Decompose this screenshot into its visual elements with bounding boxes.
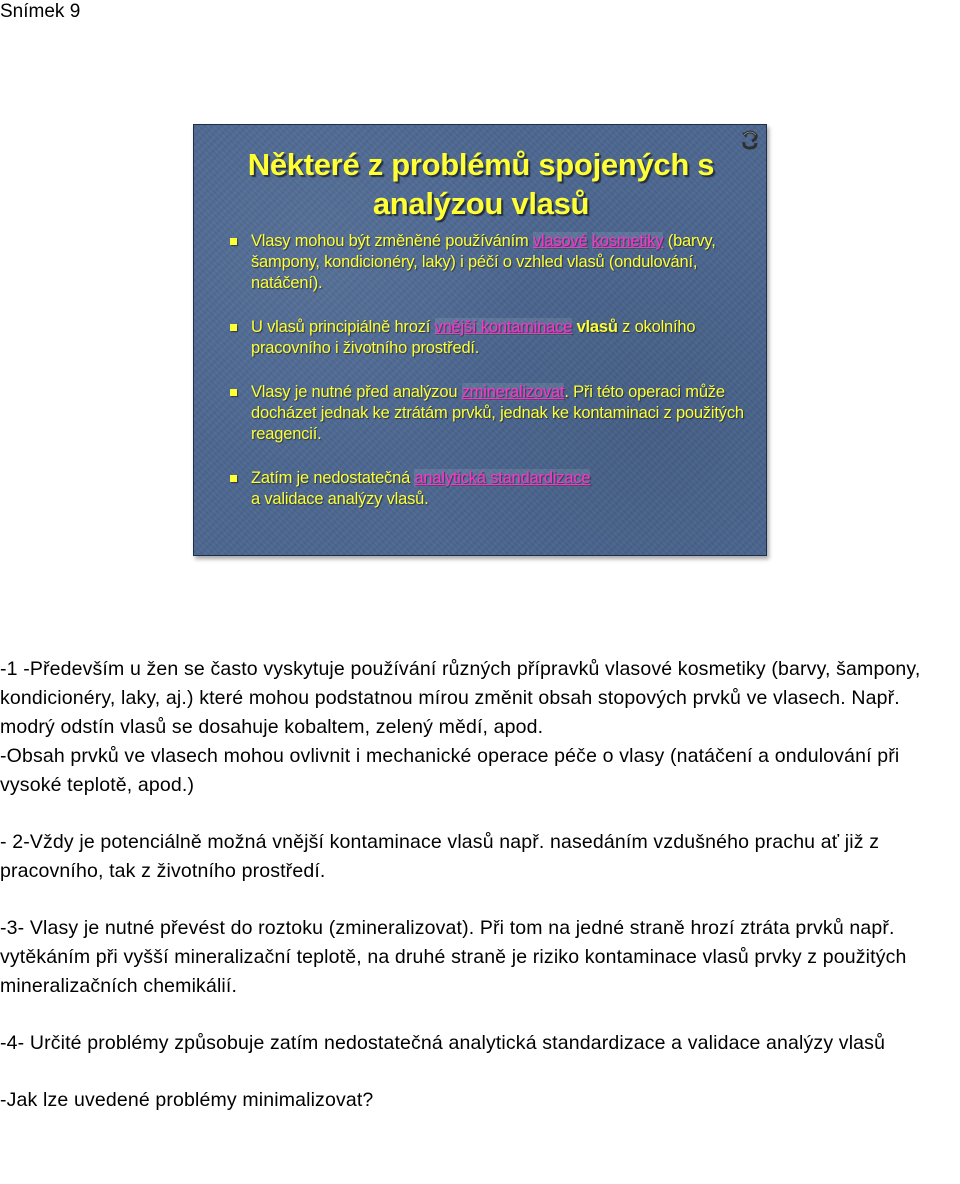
note-paragraph-5: -4- Určité problémy způsobuje zatím nedostatečná analytická standardizace a validace analýzy vlasů: [0, 1032, 886, 1054]
link-kosmetiky[interactable]: kosmetiky: [591, 232, 664, 250]
note-paragraph-1: -1 -Především u žen se často vyskytuje používání různých přípravků vlasové kosmetiky (barvy, šampony, kondicionéry, laky, aj.) které mohou podstatnou mírou změnit obsah stopových prvků ve vlasech. Např. modrý odstín vlasů se dosahuje kobaltem, zelený mědí, apod.: [0, 658, 927, 738]
note-paragraph-2: -Obsah prvků ve vlasech mohou ovlivnit i mechanické operace péče o vlasy (natáčení a ondulování při vysoké teplotě, apod.): [0, 745, 905, 796]
note-paragraph-4: -3- Vlasy je nutné převést do roztoku (zmineralizovat). Při tom na jedné straně hrozí ztráta prvků např. vytěkáním při vyšší mineralizační teplotě, na druhé straně je riziko kontaminace vlasů prvky z použitých mineralizačních chemikálií.: [0, 917, 913, 997]
slide-title-line-1: Některé z problémů spojených s: [247, 147, 715, 182]
square-bullet-icon: [230, 389, 237, 396]
link-vlasove[interactable]: vlasové: [532, 232, 588, 250]
speaker-notes: [0, 655, 960, 1115]
slide-title: [194, 145, 767, 223]
slide-bullet-list: [230, 231, 750, 510]
slide-bullet-1: Vlasy mohou být změněné používáním vlasové kosmetiky (barvy, šampony, kondicionéry, laky) i péčí o vzhled vlasů (ondulování, natáčení).: [230, 231, 750, 294]
square-bullet-icon: [230, 475, 237, 482]
note-paragraph-6: -Jak lze uvedené problémy minimalizovat?: [0, 1089, 374, 1111]
square-bullet-icon: [230, 238, 237, 245]
slide-bullet-3: Vlasy je nutné před analýzou zmineralizovat. Při této operaci může docházet jednak ke ztrátám prvků, jednak ke kontaminaci z použitých reagencií.: [230, 382, 750, 445]
slide-title-line-2: analýzou vlasů: [372, 186, 590, 221]
slide-bullet-4: Zatím je nedostatečná analytická standardizace a validace analýzy vlasů.: [230, 468, 750, 510]
slide-bullet-2: U vlasů principiálně hrozí vnější kontaminace vlasů z okolního pracovního i životního prostředí.: [230, 317, 750, 359]
link-zmineralizovat[interactable]: zmineralizovat: [461, 383, 565, 401]
link-analyticka-standardizace[interactable]: analytická standardizace: [414, 469, 591, 487]
note-paragraph-3: - 2-Vždy je potenciálně možná vnější kontaminace vlasů např. nasedáním vzdušného prachu ať již z pracovního, tak z životního prostředí.: [0, 831, 885, 882]
slide-image: [193, 124, 767, 556]
square-bullet-icon: [230, 324, 237, 331]
page-label: Snímek 9: [0, 1, 81, 22]
link-vnejsi-kontaminace[interactable]: vnější kontaminace: [434, 318, 573, 336]
